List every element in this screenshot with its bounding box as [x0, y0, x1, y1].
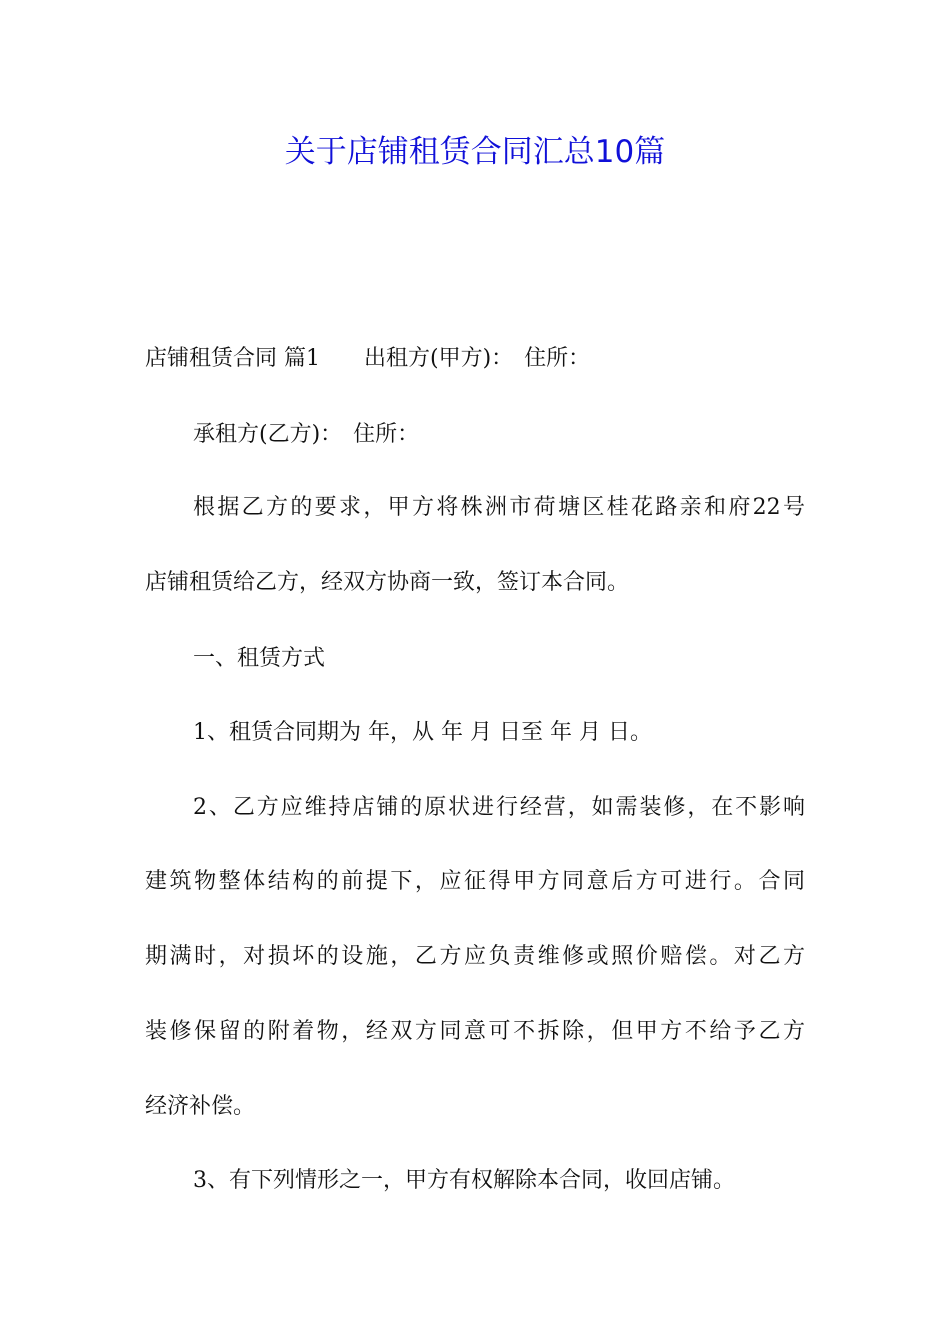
paragraph-line-5: 1、租赁合同期为 年，从 年 月 日至 年 月 日。 — [193, 720, 652, 745]
paragraph-line-4: 店铺租赁给乙方，经双方协商一致，签订本合同。 — [145, 570, 630, 595]
paragraph-line-3: 根据乙方的要求，甲方将株洲市荷塘区桂花路亲和府22号 — [193, 495, 805, 520]
paragraph-line-2: 承租方(乙方)： 住所： — [193, 422, 420, 447]
paragraph-line-11: 3、有下列情形之一，甲方有权解除本合同，收回店铺。 — [193, 1168, 735, 1193]
paragraph-line-9: 装修保留的附着物，经双方同意可不拆除，但甲方不给予乙方 — [145, 1019, 805, 1044]
paragraph-line-1: 店铺租赁合同 篇1 出租方(甲方)： 住所： — [145, 346, 591, 371]
paragraph-line-6: 2、乙方应维持店铺的原状进行经营，如需装修，在不影响 — [193, 795, 805, 820]
section-heading-1: 一、租赁方式 — [193, 646, 326, 671]
document-title: 关于店铺租赁合同汇总10篇 — [284, 134, 666, 170]
paragraph-line-10: 经济补偿。 — [145, 1094, 256, 1119]
paragraph-line-7: 建筑物整体结构的前提下，应征得甲方同意后方可进行。合同 — [145, 869, 805, 894]
paragraph-line-8: 期满时，对损坏的设施，乙方应负责维修或照价赔偿。对乙方 — [145, 944, 805, 969]
